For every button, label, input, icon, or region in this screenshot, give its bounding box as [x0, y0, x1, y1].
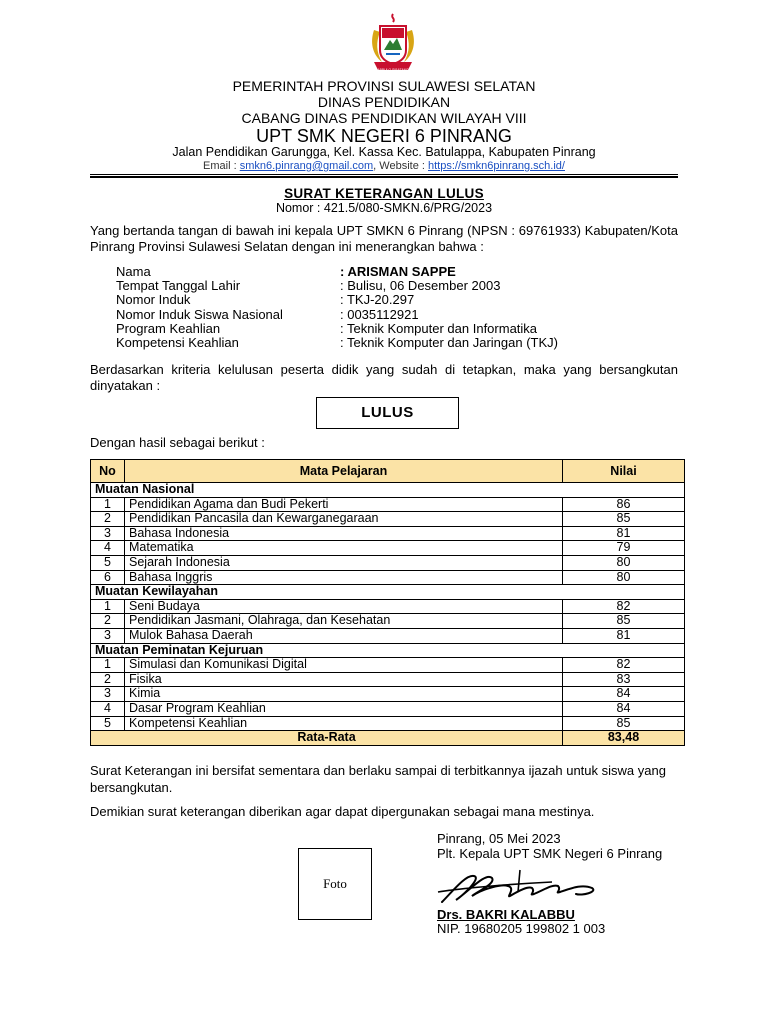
student-birth: : Bulisu, 06 Desember 2003 — [340, 278, 501, 294]
table-row — [91, 628, 685, 643]
student-info-row — [116, 322, 676, 336]
student-info-label: Nama — [116, 264, 151, 279]
row-subject: Dasar Program Keahlian — [125, 701, 563, 716]
signer-name: Drs. BAKRI KALABBU — [437, 907, 575, 922]
criteria-paragraph: Berdasarkan kriteria kelulusan peserta didik yang sudah di tetapkan, maka yang bersangkutan dinyatakan : — [90, 362, 678, 393]
average-row — [91, 731, 685, 746]
average-value: 83,48 — [563, 731, 685, 746]
row-subject: Pendidikan Pancasila dan Kewarganegaraan — [125, 512, 563, 527]
table-row — [91, 570, 685, 585]
row-score: 82 — [563, 658, 685, 673]
grades-header-row — [91, 460, 685, 483]
row-no: 4 — [91, 541, 125, 556]
student-info-row — [116, 293, 676, 307]
row-no: 4 — [91, 701, 125, 716]
student-info-row — [116, 265, 676, 279]
row-score: 85 — [563, 614, 685, 629]
table-row — [91, 687, 685, 702]
row-subject: Mulok Bahasa Daerah — [125, 628, 563, 643]
grades-table — [90, 459, 685, 746]
row-no: 5 — [91, 555, 125, 570]
group-row — [91, 643, 685, 658]
student-id: : TKJ-20.297 — [340, 292, 415, 308]
average-label: Rata-Rata — [91, 731, 563, 746]
table-row — [91, 512, 685, 527]
row-subject: Bahasa Inggris — [125, 570, 563, 585]
row-subject: Seni Budaya — [125, 599, 563, 614]
logo-motto: ABBULO SIBATANG — [377, 68, 409, 72]
student-info-row — [116, 308, 676, 322]
document-number: Nomor : 421.5/080-SMKN.6/PRG/2023 — [275, 201, 493, 215]
row-subject: Fisika — [125, 672, 563, 687]
student-info — [116, 265, 676, 350]
signer-position: Plt. Kepala UPT SMK Negeri 6 Pinrang — [437, 846, 663, 861]
validity-note: Surat Keterangan ini bersifat sementara dan berlaku sampai di terbitkannya ijazah untuk siswa yang bersangkutan. — [90, 763, 666, 795]
header-government: PEMERINTAH PROVINSI SULAWESI SELATAN — [232, 78, 536, 94]
student-competency: : Teknik Komputer dan Jaringan (TKJ) — [340, 334, 558, 350]
row-score: 80 — [563, 555, 685, 570]
table-row — [91, 614, 685, 629]
email-link[interactable]: smkn6.pinrang@gmail.com — [239, 160, 374, 172]
row-subject: Bahasa Indonesia — [125, 526, 563, 541]
row-no: 3 — [91, 628, 125, 643]
student-info-label: Tempat Tanggal Lahir — [116, 278, 241, 294]
table-row — [91, 716, 685, 731]
row-subject: Matematika — [125, 541, 563, 556]
row-score: 83 — [563, 672, 685, 687]
student-name: : ARISMAN SAPPE — [340, 264, 456, 279]
row-no: 2 — [91, 614, 125, 629]
row-subject: Kimia — [125, 687, 563, 702]
website-label: , Website : — [373, 160, 428, 172]
student-nisn: : 0035112921 — [340, 306, 419, 322]
group-row — [91, 483, 685, 498]
row-subject: Pendidikan Agama dan Budi Pekerti — [125, 497, 563, 512]
row-score: 85 — [563, 716, 685, 731]
row-subject: Pendidikan Jasmani, Olahraga, dan Kesehatan — [125, 614, 563, 629]
student-info-row — [116, 336, 676, 350]
row-score: 85 — [563, 512, 685, 527]
header-contact — [0, 160, 768, 172]
row-score: 84 — [563, 701, 685, 716]
email-label: Email : — [203, 160, 240, 172]
row-score: 81 — [563, 628, 685, 643]
group-row — [91, 585, 685, 600]
province-logo — [360, 10, 426, 76]
row-no: 6 — [91, 570, 125, 585]
row-no: 1 — [91, 599, 125, 614]
header-branch: CABANG DINAS PENDIDIKAN WILAYAH VIII — [241, 110, 527, 126]
row-score: 82 — [563, 599, 685, 614]
table-row — [91, 497, 685, 512]
row-no: 1 — [91, 497, 125, 512]
student-program: : Teknik Komputer dan Informatika — [340, 320, 538, 336]
row-score: 80 — [563, 570, 685, 585]
document-title: SURAT KETERANGAN LULUS — [284, 186, 484, 201]
result-box: LULUS — [316, 397, 459, 429]
row-score: 84 — [563, 687, 685, 702]
row-score: 86 — [563, 497, 685, 512]
row-no: 1 — [91, 658, 125, 673]
header-subject: Mata Pelajaran — [125, 460, 563, 483]
photo-placeholder: Foto — [298, 848, 372, 920]
student-info-label: Nomor Induk Siswa Nasional — [116, 306, 283, 322]
table-row — [91, 658, 685, 673]
table-row — [91, 541, 685, 556]
row-no: 3 — [91, 526, 125, 541]
row-no: 3 — [91, 687, 125, 702]
header-school-name: UPT SMK NEGERI 6 PINRANG — [256, 126, 512, 146]
signature-icon — [432, 862, 612, 910]
row-score: 81 — [563, 526, 685, 541]
row-no: 2 — [91, 672, 125, 687]
header-address: Jalan Pendidikan Garungga, Kel. Kassa Kec. Batulappa, Kabupaten Pinrang — [172, 145, 596, 159]
group-name: Muatan Nasional — [91, 483, 685, 498]
row-subject: Simulasi dan Komunikasi Digital — [125, 658, 563, 673]
row-subject: Kompetensi Keahlian — [125, 716, 563, 731]
header-divider-thin — [90, 174, 678, 175]
row-subject: Sejarah Indonesia — [125, 555, 563, 570]
place-date: Pinrang, 05 Mei 2023 — [437, 831, 561, 846]
table-row — [91, 701, 685, 716]
student-info-label: Program Keahlian — [116, 320, 221, 336]
header-no: No — [91, 460, 125, 483]
table-row — [91, 672, 685, 687]
row-score: 79 — [563, 541, 685, 556]
signature — [432, 862, 612, 910]
header-score: Nilai — [563, 460, 685, 483]
website-link[interactable]: https://smkn6pinrang.sch.id/ — [428, 160, 565, 172]
signer-nip: NIP. 19680205 199802 1 003 — [437, 921, 606, 936]
intro-paragraph: Yang bertanda tangan di bawah ini kepala UPT SMKN 6 Pinrang (NPSN : 69761933) Kabupaten/Kota Pinrang Provinsi Sulawesi Selatan dengan ini menerangkan bahwa : — [90, 223, 678, 254]
student-info-label: Kompetensi Keahlian — [116, 334, 239, 350]
result-intro: Dengan hasil sebagai berikut : — [90, 435, 265, 450]
table-row — [91, 599, 685, 614]
closing-statement: Demikian surat keterangan diberikan agar dapat dipergunakan sebagai mana mestinya. — [90, 804, 595, 819]
row-no: 5 — [91, 716, 125, 731]
header-department: DINAS PENDIDIKAN — [317, 94, 451, 110]
group-name: Muatan Peminatan Kejuruan — [91, 643, 685, 658]
student-info-row — [116, 279, 676, 293]
group-name: Muatan Kewilayahan — [91, 585, 685, 600]
header-divider-thick — [90, 176, 678, 178]
table-row — [91, 555, 685, 570]
row-no: 2 — [91, 512, 125, 527]
table-row — [91, 526, 685, 541]
province-emblem-icon — [360, 10, 426, 76]
student-info-label: Nomor Induk — [116, 292, 191, 308]
